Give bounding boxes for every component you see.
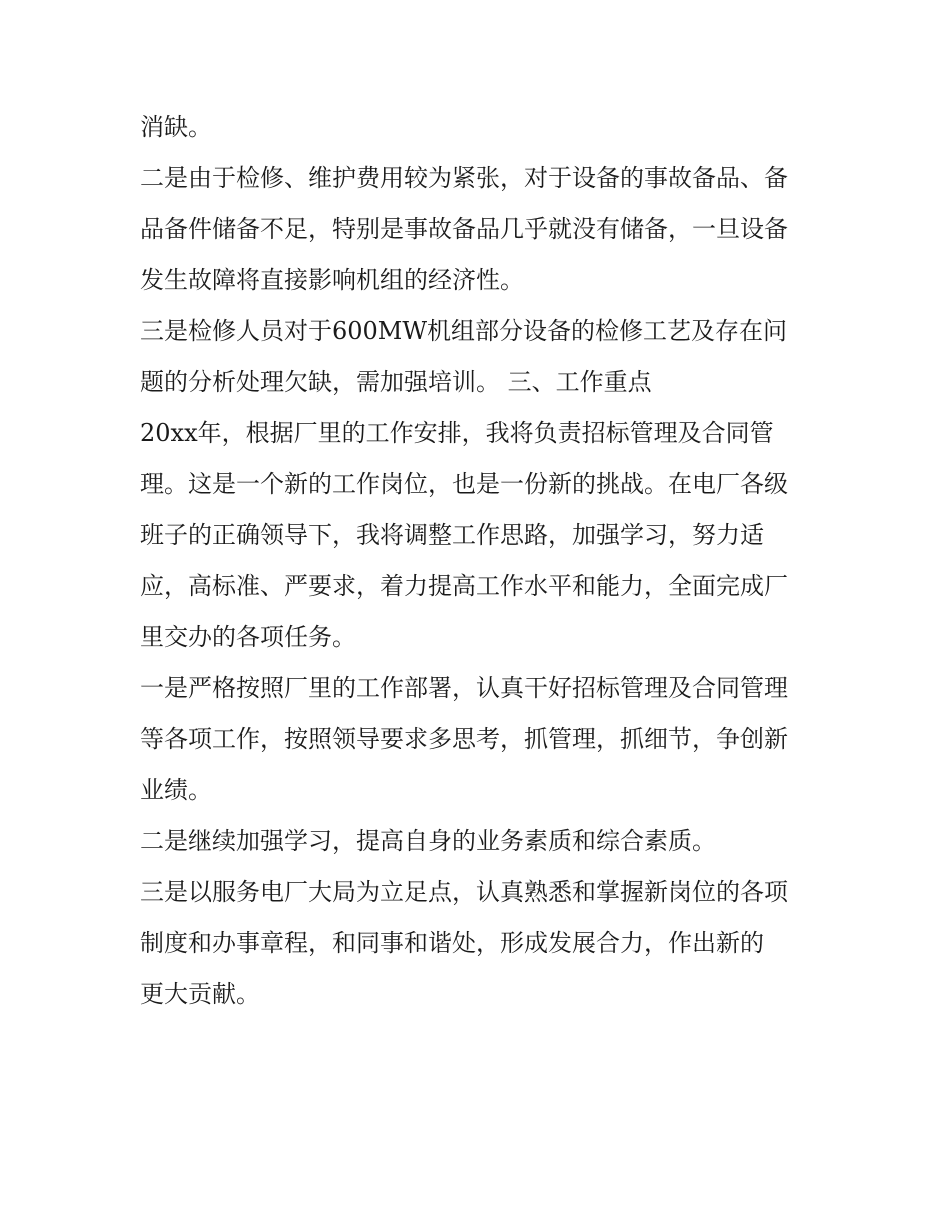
text-line: 应，高标准、严要求，着力提高工作水平和能力，全面完成厂 [140, 572, 788, 600]
text-line: 业绩。 [140, 776, 212, 804]
text-line: 制度和办事章程，和同事和谐处，形成发展合力，作出新的 [140, 929, 764, 957]
text-line: 发生故障将直接影响机组的经济性。 [140, 266, 524, 294]
text-line: 二是由于检修、维护费用较为紧张，对于设备的事故备品、备 [140, 164, 788, 192]
text-line: 20xx年，根据厂里的工作安排，我将负责招标管理及合同管 [140, 419, 774, 447]
text-line: 理。这是一个新的工作岗位，也是一份新的挑战。在电厂各级 [140, 470, 788, 498]
text-line: 消缺。 [140, 113, 212, 141]
text-line: 品备件储备不足，特别是事故备品几乎就没有储备，一旦设备 [140, 215, 788, 243]
text-line: 班子的正确领导下，我将调整工作思路，加强学习，努力适 [140, 521, 764, 549]
text-line: 一是严格按照厂里的工作部署，认真干好招标管理及合同管理 [140, 674, 788, 702]
text-line: 更大贡献。 [140, 980, 260, 1008]
text-line: 题的分析处理欠缺，需加强培训。 三、工作重点 [140, 368, 652, 396]
text-line: 三是以服务电厂大局为立足点，认真熟悉和掌握新岗位的各项 [140, 878, 788, 906]
text-line: 等各项工作，按照领导要求多思考，抓管理，抓细节，争创新 [140, 725, 788, 753]
document-body [140, 102, 820, 1020]
text-line: 三是检修人员对于600MW机组部分设备的检修工艺及存在问 [140, 317, 788, 345]
text-line: 里交办的各项任务。 [140, 623, 356, 651]
text-line: 二是继续加强学习，提高自身的业务素质和综合素质。 [140, 827, 716, 855]
